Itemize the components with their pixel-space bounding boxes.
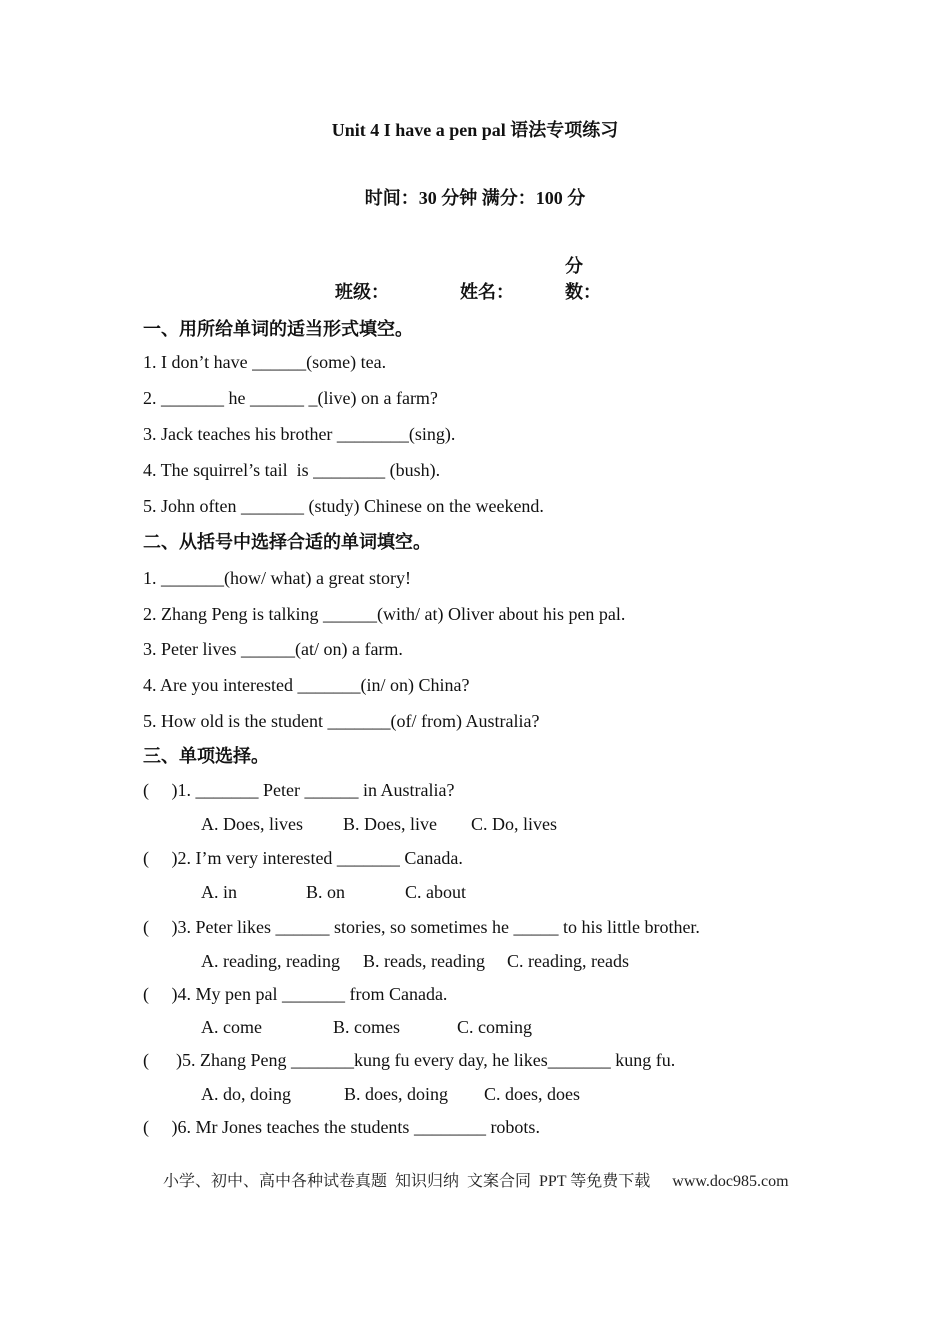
question-3-option-a: A. reading, reading: [201, 951, 340, 971]
time-and-score-line: 时间：30 分钟 满分：100 分: [364, 188, 586, 208]
question-3-option-b: B. reads, reading: [363, 951, 485, 971]
question-5-option-c: C. does, does: [484, 1084, 580, 1104]
footer: [163, 1168, 789, 1191]
question-5-stem: ( )5. Zhang Peng _______kung fu every day, he likes_______ kung fu.: [143, 1050, 676, 1070]
section1-item-5: 5. John often _______ (study) Chinese on the weekend.: [143, 496, 544, 516]
student-info-line: [0, 252, 950, 304]
section1-item-2: 2. _______ he ______ _(live) on a farm?: [143, 388, 438, 408]
page-title: Unit 4 I have a pen pal 语法专项练习: [331, 120, 619, 140]
question-3-option-c: C. reading, reads: [507, 951, 629, 971]
section2-item-3: 3. Peter lives ______(at/ on) a farm.: [143, 639, 403, 659]
question-1-stem: ( )1. _______ Peter ______ in Australia?: [143, 780, 455, 800]
question-4-stem: ( )4. My pen pal _______ from Canada.: [143, 984, 448, 1004]
question-4-option-c: C. coming: [457, 1017, 532, 1037]
question-5-option-b: B. does, doing: [344, 1084, 449, 1104]
question-2-option-c: C. about: [405, 882, 466, 902]
question-2-option-a: A. in: [201, 882, 237, 902]
question-5-option-a: A. do, doing: [201, 1084, 291, 1104]
section2-heading: 二、从括号中选择合适的单词填空。: [143, 532, 431, 552]
section3-heading: 三、单项选择。: [143, 746, 269, 766]
question-6-stem: ( )6. Mr Jones teaches the students ________ robots.: [143, 1117, 540, 1137]
question-1-option-c: C. Do, lives: [471, 814, 558, 834]
score-label: 分数：: [565, 256, 601, 302]
question-4-option-b: B. comes: [333, 1017, 400, 1037]
footer-text: 小学、初中、高中各种试卷真题 知识归纳 文案合同 PPT 等免费下载: [163, 1173, 651, 1190]
name-label: 姓名：: [460, 282, 514, 302]
footer-url[interactable]: www.doc985.com: [672, 1173, 789, 1190]
question-2-option-b: B. on: [306, 882, 346, 902]
section2-item-5: 5. How old is the student _______(of/ from) Australia?: [143, 711, 540, 731]
question-3-stem: ( )3. Peter likes ______ stories, so sometimes he _____ to his little brother.: [143, 917, 700, 937]
section1-item-3: 3. Jack teaches his brother ________(sing).: [143, 424, 456, 444]
section2-item-1: 1. _______(how/ what) a great story!: [143, 568, 411, 588]
section2-item-2: 2. Zhang Peng is talking ______(with/ at) Oliver about his pen pal.: [143, 604, 626, 624]
question-1-option-b: B. Does, live: [343, 814, 437, 834]
question-1-option-a: A. Does, lives: [201, 814, 303, 834]
section1-item-1: 1. I don’t have ______(some) tea.: [143, 352, 387, 372]
section1-item-4: 4. The squirrel’s tail is ________ (bush).: [143, 460, 441, 480]
question-2-stem: ( )2. I’m very interested _______ Canada.: [143, 848, 463, 868]
section2-item-4: 4. Are you interested _______(in/ on) China?: [143, 675, 470, 695]
class-label: 班级：: [335, 282, 389, 302]
question-4-option-a: A. come: [201, 1017, 262, 1037]
section1-heading: 一、用所给单词的适当形式填空。: [143, 319, 413, 339]
